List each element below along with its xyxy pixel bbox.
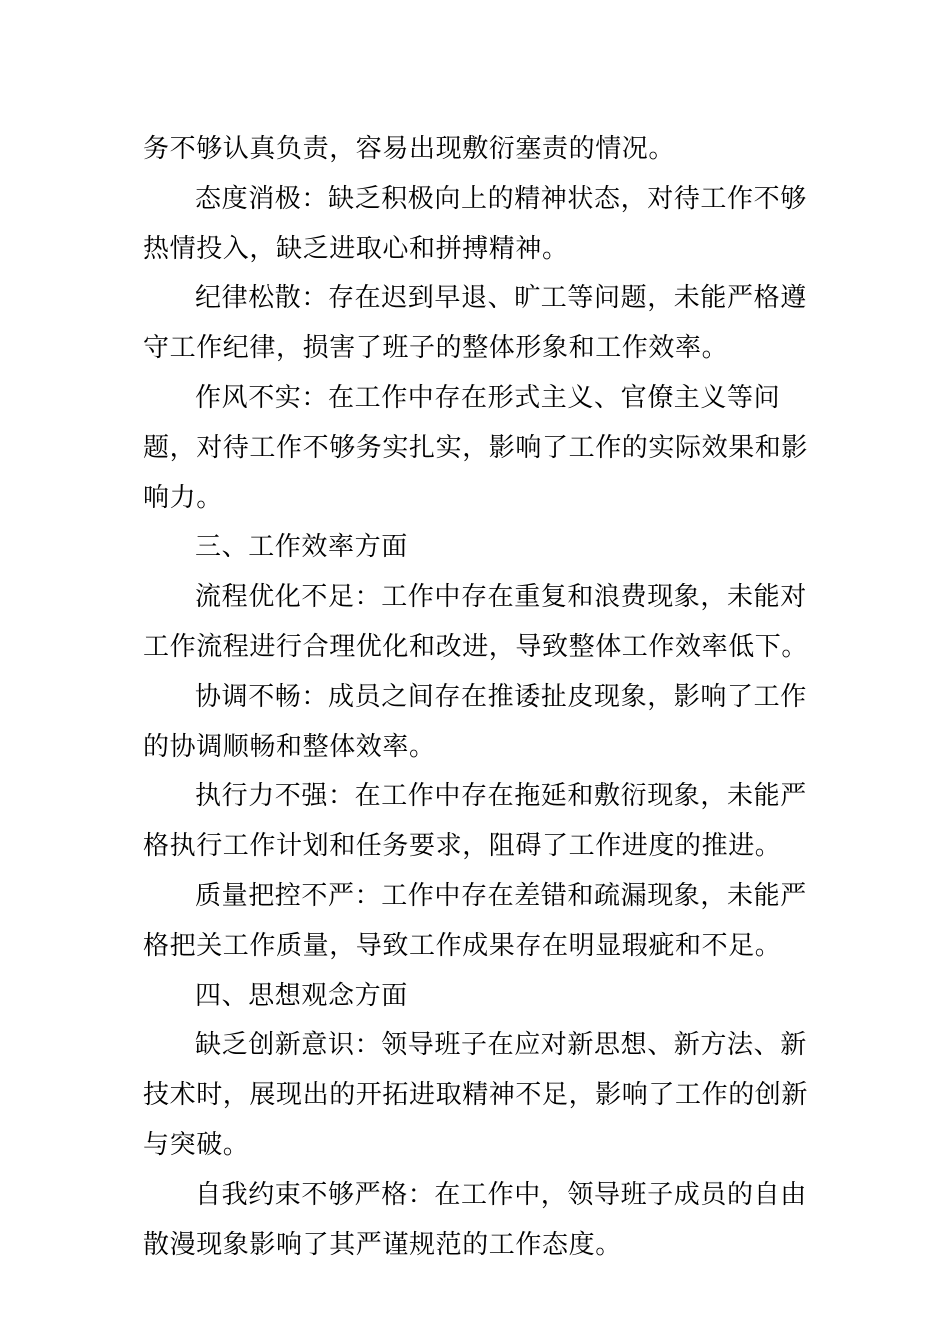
- paragraph-negative-attitude: 态度消极：缺乏积极向上的精神状态，对待工作不够热情投入，缺乏进取心和拼搏精神。: [143, 183, 807, 264]
- paragraph-poor-coordination: 协调不畅：成员之间存在推诿扯皮现象，影响了工作的协调顺畅和整体效率。: [143, 681, 807, 762]
- paragraph-weak-execution: 执行力不强：在工作中存在拖延和敷衍现象，未能严格执行工作计划和任务要求，阻碍了工作进度的推进。: [143, 781, 807, 862]
- document-body: [143, 125, 815, 1270]
- paragraph-continuation: 务不够认真负责，容易出现敷衍塞责的情况。: [143, 134, 676, 164]
- paragraph-quality-control: 质量把控不严：工作中存在差错和疏漏现象，未能严格把关工作质量，导致工作成果存在明显瑕疵和不足。: [143, 880, 807, 961]
- paragraph-self-discipline: 自我约束不够严格：在工作中，领导班子成员的自由散漫现象影响了其严谨规范的工作态度。: [143, 1179, 807, 1260]
- paragraph-lax-discipline: 纪律松散：存在迟到早退、旷工等问题，未能严格遵守工作纪律，损害了班子的整体形象和工作效率。: [143, 283, 807, 364]
- section-heading-ideology: 四、思想观念方面: [195, 980, 408, 1011]
- paragraph-process-optimization: 流程优化不足：工作中存在重复和浪费现象，未能对工作流程进行合理优化和改进，导致整体工作效率低下。: [143, 582, 809, 662]
- section-heading-work-efficiency: 三、工作效率方面: [195, 532, 408, 563]
- paragraph-innovation: 缺乏创新意识：领导班子在应对新思想、新方法、新技术时，展现出的开拓进取精神不足，影响了工作的创新与突破。: [143, 1030, 809, 1160]
- paragraph-unsound-style: 作风不实：在工作中存在形式主义、官僚主义等问题，对待工作不够务实扎实，影响了工作的实际效果和影响力。: [143, 382, 809, 513]
